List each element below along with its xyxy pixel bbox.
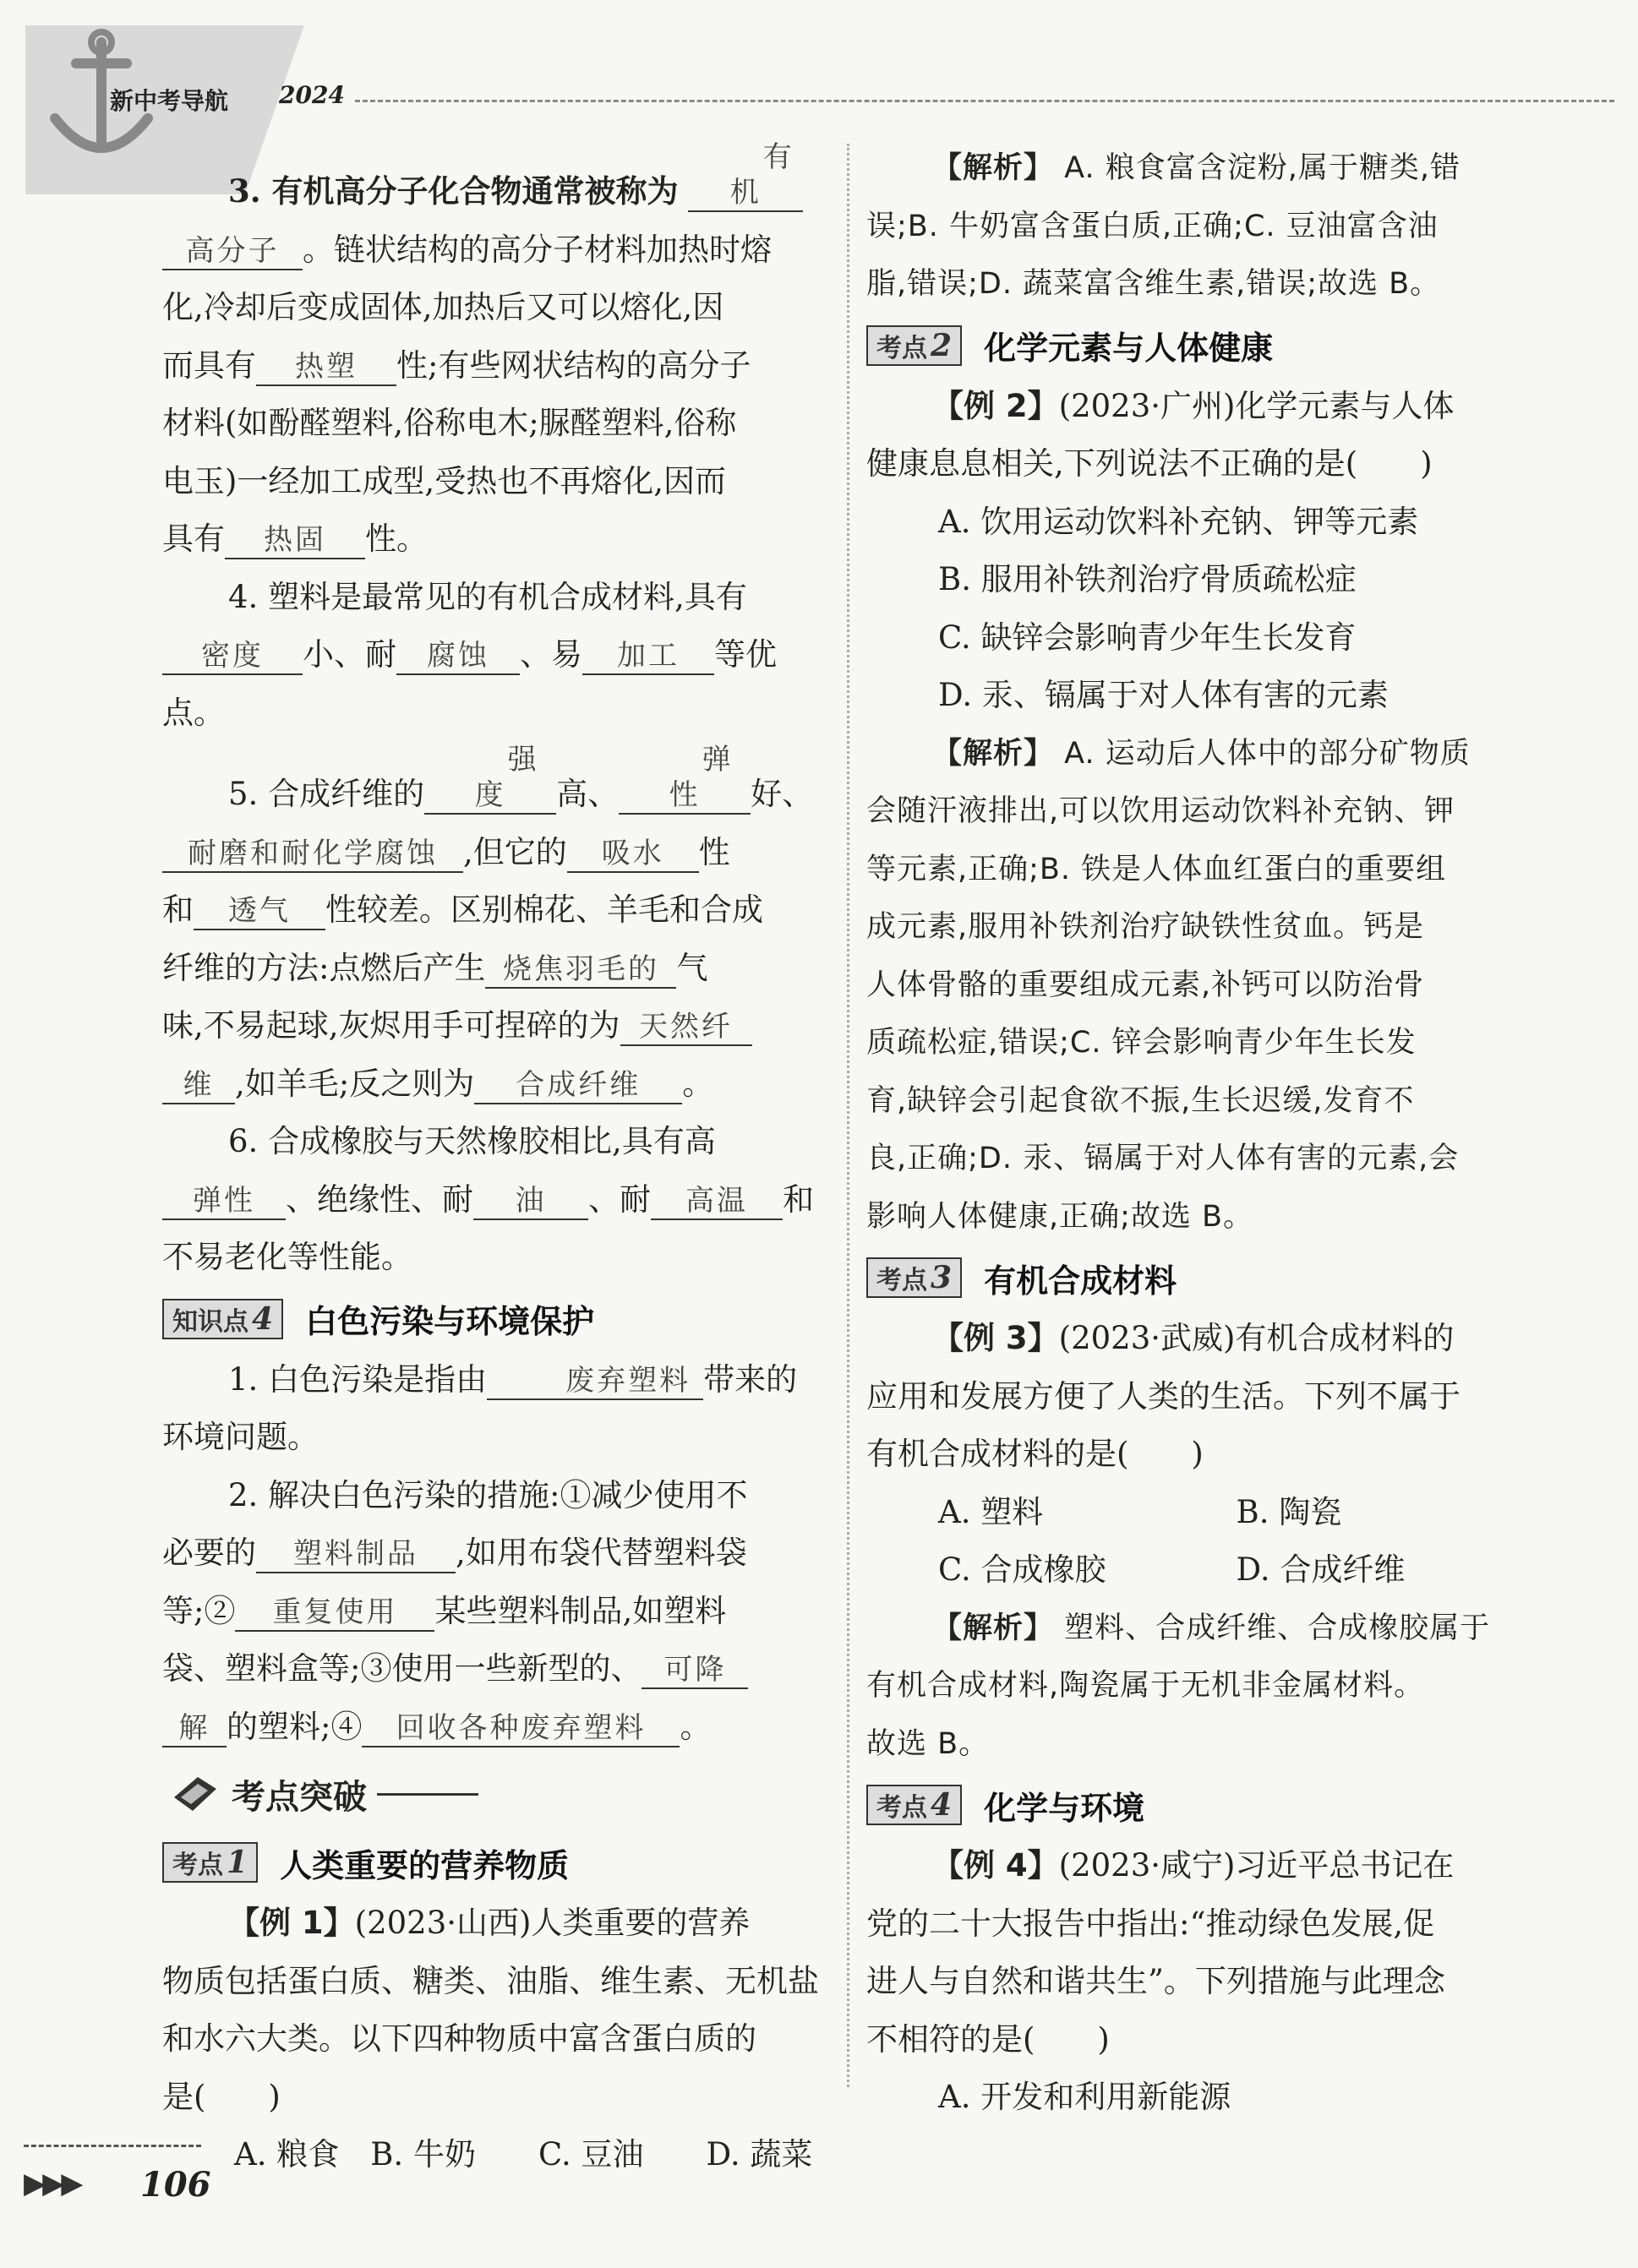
choice-line: A. 粮食 B. 牛奶 C. 豆油 D. 蔬菜 (234, 2136, 813, 2173)
answer-blank: 解 (162, 1710, 227, 1747)
text-line: 2. 解决白色污染的措施:①减少使用不 (228, 1476, 748, 1513)
analysis-line: 成元素,服用补铁剂治疗缺铁性贫血。钙是 (866, 910, 1425, 944)
text-line: 【例 1】(2023·山西)人类重要的营养 (228, 1905, 751, 1941)
header-divider (355, 100, 1614, 102)
text-line: 弹性 、绝缘性、耐 油 、耐 高温 和 (162, 1171, 830, 1229)
exam-point-badge: 考点 2 (866, 325, 962, 366)
arrow-icon: ▶▶▶ (24, 2167, 80, 2200)
choice-line: B. 服用补铁剂治疗骨质疏松症 (938, 561, 1357, 597)
choice-item: A. 塑料 (938, 1493, 1044, 1530)
analysis-line: 有机合成材料,陶瓷属于无机非金属材料。 (866, 1669, 1425, 1703)
text-line: 等;② 重复使用 某些塑料制品,如塑料 (162, 1583, 830, 1641)
analysis-line: 【解析】 A. 运动后人体中的部分矿物质 (932, 736, 1471, 771)
analysis-line: 等元素,正确;B. 铁是人体血红蛋白的重要组 (866, 852, 1447, 886)
section-title: 白色污染与环境保护 (305, 1303, 595, 1340)
footer-divider (24, 2145, 201, 2147)
text-line: 电玉)一经加工成型,受热也不再熔化,因而 (162, 462, 726, 499)
text-line: 具有 热固 性。 (162, 510, 830, 569)
page-number: 106 (140, 2165, 211, 2205)
choice-item: B. 陶瓷 (1236, 1493, 1342, 1530)
exam-point-heading (162, 1832, 830, 1893)
text-line: 必要的 塑料制品 ,如用布袋代替塑料袋 (162, 1524, 830, 1583)
text-line: 高分子 。链状结构的高分子材料加热时熔 (162, 221, 830, 280)
answer-blank: 天然纤 (620, 1009, 752, 1046)
analysis-tag: 【解析】 (932, 151, 1055, 185)
text-line: 和 透气 性较差。区别棉花、羊毛和合成 (162, 881, 830, 940)
text-line: 6. 合成橡胶与天然橡胶相比,具有高 (228, 1123, 716, 1159)
answer-blank: 耐磨和耐化学腐蚀 (162, 836, 463, 873)
analysis-line: 【解析】 塑料、合成纤维、合成橡胶属于 (932, 1611, 1491, 1645)
analysis-line: 人体骨骼的重要组成元素,补钙可以防治骨 (866, 968, 1425, 1002)
answer-blank: 加工 (582, 638, 714, 675)
text-line: 味,不易起球,灰烬用手可捏碎的为 天然纤 (162, 997, 830, 1055)
analysis-line: 【解析】 A. 粮食富含淀粉,属于糖类,错 (932, 151, 1461, 185)
answer-blank: 吸水 (567, 836, 699, 873)
example-tag: 【例 2】 (932, 387, 1059, 424)
text-line: 材料(如酚醛塑料,俗称电木;脲醛塑料,俗称 (162, 405, 737, 441)
text-line: 和水六大类。以下四种物质中富含蛋白质的 (162, 2020, 756, 2057)
answer-blank: 烧焦羽毛的 (485, 951, 676, 989)
analysis-line: 会随汗液排出,可以饮用运动饮料补充钠、钾 (866, 794, 1455, 828)
left-column (162, 139, 830, 2184)
analysis-line: 故选 B。 (866, 1726, 990, 1761)
pen-icon (169, 1772, 223, 1816)
text-line: 【例 3】(2023·武威)有机合成材料的 (932, 1320, 1455, 1356)
section-title: 化学元素与人体健康 (984, 330, 1274, 367)
analysis-line: 误;B. 牛奶富含蛋白质,正确;C. 豆油富含油 (866, 209, 1439, 243)
knowledge-point-badge: 知识点 4 (162, 1299, 283, 1339)
text-line: 而具有 热塑 性;有些网状结构的高分子 (162, 337, 830, 395)
answer-blank: 塑料制品 (256, 1536, 456, 1573)
example-tag: 【例 3】 (932, 1320, 1059, 1356)
text-line: 维 ,如羊毛;反之则为 合成纤维 。 (162, 1055, 830, 1114)
text-line: 5. 合成纤维的强度 高、弹性 好、 (162, 742, 830, 824)
text-line: 袋、塑料盒等;③使用一些新型的、 可降 (162, 1640, 830, 1698)
answer-blank: 维 (162, 1067, 235, 1104)
column-divider (847, 144, 849, 2087)
exam-point-heading (866, 1775, 1534, 1835)
answer-blank: 油 (473, 1183, 588, 1220)
analysis-tag: 【解析】 (932, 1611, 1055, 1645)
section-title: 有机合成材料 (984, 1262, 1177, 1300)
answer-blank: 回收各种废弃塑料 (362, 1710, 680, 1747)
text-line: 点。 (162, 694, 225, 731)
text-line: 解 的塑料;④ 回收各种废弃塑料 。 (162, 1698, 830, 1757)
answer-blank: 可降 (642, 1652, 748, 1689)
heading-rule (377, 1793, 478, 1796)
answer-blank: 强度 (424, 742, 556, 815)
answer-blank: 合成纤维 (474, 1067, 682, 1104)
answer-blank: 透气 (194, 893, 325, 930)
text-line: 化,冷却后变成固体,加热后又可以熔化,因 (162, 289, 724, 325)
text-line: 4. 塑料是最常见的有机合成材料,具有 (228, 578, 747, 615)
answer-blank: 重复使用 (235, 1595, 434, 1632)
answer-blank: 腐蚀 (396, 638, 520, 675)
text-line: 党的二十大报告中指出:“推动绿色发展,促 (866, 1905, 1435, 1942)
analysis-line: 良,正确;D. 汞、镉属于对人体有害的元素,会 (866, 1142, 1460, 1175)
analysis-tag: 【解析】 (932, 736, 1055, 771)
brand-title: 新中考导航 (110, 87, 229, 115)
choice-line: A. 开发和利用新能源 (938, 2079, 1231, 2115)
text-line: 不相符的是( ) (866, 2020, 1110, 2058)
exam-point-badge: 考点 4 (866, 1785, 962, 1825)
analysis-line: 育,缺锌会引起食欲不振,生长迟缓,发育不 (866, 1083, 1415, 1118)
answer-blank: 密度 (162, 638, 303, 675)
answer-blank: 有机 (688, 139, 803, 212)
knowledge-point-heading (162, 1289, 830, 1349)
answer-blank: 热塑 (256, 349, 396, 386)
analysis-line: 脂,错误;D. 蔬菜富含维生素,错误;故选 B。 (866, 267, 1441, 301)
choice-item: D. 合成纤维 (1236, 1551, 1406, 1588)
answer-blank: 废弃塑料 (487, 1363, 703, 1400)
text-line: 应用和发展方便了人类的生活。下列不属于 (866, 1377, 1461, 1415)
text-line: 【例 4】(2023·咸宁)习近平总书记在 (932, 1847, 1455, 1884)
section-title: 人类重要的营养物质 (280, 1846, 570, 1884)
answer-blank: 高温 (651, 1183, 783, 1220)
exam-breakthrough-heading (169, 1759, 830, 1829)
analysis-line: 影响人体健康,正确;故选 B。 (866, 1199, 1254, 1234)
text-line: 环境问题。 (162, 1419, 319, 1455)
text-line: 纤维的方法:点燃后产生 烧焦羽毛的 气 (162, 940, 830, 998)
answer-blank: 热固 (225, 522, 365, 559)
example-tag: 【例 1】 (228, 1905, 355, 1941)
text-line: 是( ) (162, 2078, 281, 2115)
choice-grid (938, 1541, 1534, 1600)
choice-line: D. 汞、镉属于对人体有害的元素 (938, 677, 1389, 713)
right-column (866, 139, 1534, 2127)
text-line: 有机合成材料的是( ) (866, 1436, 1204, 1472)
text-line: 【例 2】(2023·广州)化学元素与人体 (932, 387, 1455, 424)
text-line: 1. 白色污染是指由 废弃塑料 带来的 (162, 1351, 830, 1409)
text-line: 3. 有机高分子化合物通常被称为 有机 (162, 139, 830, 221)
text-line: 密度 小、耐 腐蚀 、易 加工 等优 (162, 626, 830, 684)
choice-line: A. 饮用运动饮料补充钠、钾等元素 (938, 503, 1419, 540)
choice-item: C. 合成橡胶 (938, 1551, 1106, 1588)
choice-grid (938, 1484, 1534, 1542)
exam-point-badge: 考点 1 (162, 1842, 258, 1883)
analysis-line: 质疏松症,错误;C. 锌会影响青少年生长发 (866, 1026, 1417, 1060)
example-tag: 【例 4】 (932, 1847, 1059, 1884)
text-line: 物质包括蛋白质、糖类、油脂、维生素、无机盐 (162, 1962, 819, 1999)
answer-blank: 高分子 (162, 233, 303, 270)
text-line: 不易老化等性能。 (162, 1239, 412, 1275)
exam-point-heading (866, 1247, 1534, 1308)
section-title: 考点突破 (232, 1777, 367, 1817)
text-line: 健康息息相关,下列说法不正确的是( ) (866, 445, 1433, 482)
exam-point-heading (866, 315, 1534, 376)
answer-blank: 弹性 (162, 1183, 286, 1220)
choice-line: C. 缺锌会影响青少年生长发育 (938, 619, 1357, 656)
answer-blank: 弹性 (619, 742, 751, 815)
brand-year: 2024 (279, 81, 345, 109)
text-line: 耐磨和耐化学腐蚀 ,但它的 吸水 性 (162, 824, 830, 882)
text-line: 进人与自然和谐共生”。下列措施与此理念 (866, 1963, 1445, 1999)
exam-point-badge: 考点 3 (866, 1257, 962, 1298)
section-title: 化学与环境 (984, 1789, 1145, 1827)
